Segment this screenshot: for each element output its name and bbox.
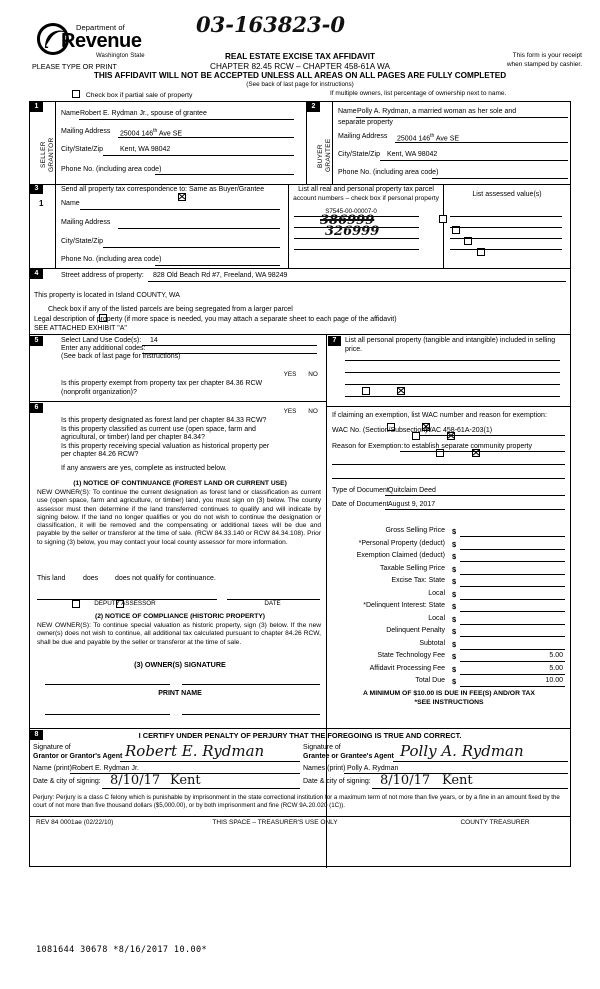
doc-date-value[interactable]: August 9, 2017 <box>388 501 436 508</box>
continuance-body: NEW OWNER(S): To continue the current designation as forest land or classification as current use (open space, farm and agriculture, or timber) land, you must sign on (3) below. The county assessor must then determine if the land transferred continues to qualify and will indicate by signing below. If the land no longer qualifies or you do not wish to continue the designation or classification, it will be removed and the compensating or additional taxes will be due and payable by the seller or transferor at the time of sale. (RCW 84.33.140 or RCW 84.34.108). Prior to signing (3) below, you may contact your local county assessor for more information. <box>37 489 321 546</box>
grantee-signature-handwritten[interactable]: Polly A. Rydman <box>400 742 524 760</box>
personal-property-line-3[interactable] <box>345 396 560 397</box>
fee-line-6[interactable] <box>460 611 565 612</box>
grantor-sig-label-1: Signature of <box>33 744 71 751</box>
exemption-top-divider <box>326 406 570 407</box>
wac-number-value[interactable]: WAC 458-61A-203(1) <box>425 427 493 434</box>
grantor-signature-line <box>120 761 300 762</box>
land-use-code-label: Select Land Use Code(s): <box>61 337 142 344</box>
county-line: This property is located in Island COUNTY, WA <box>34 292 180 299</box>
receipt-number-handwritten: 03-163823-0 <box>196 12 345 37</box>
owner-signature-line-1[interactable] <box>45 684 170 685</box>
fee-label-1: *Personal Property (deduct) <box>358 539 445 547</box>
buyer-name-value-line2[interactable]: separate property <box>338 119 393 126</box>
class-question-1: Is this property classified as current use (open space, farm and <box>61 426 256 433</box>
section-6-number: 6 <box>30 403 43 413</box>
corr-phone-label: Phone No. (including area code) <box>61 256 162 263</box>
buyer-mailing-label: Mailing Address <box>338 133 388 140</box>
receipt-note-line2: when stamped by cashier. <box>506 61 582 68</box>
perjury-note: Perjury: Perjury is a class C felony which is punishable by imprisonment in the state correctional institution for a maximum term of not more than five years, or by a fine in an amount fixed by the court of not more than five thousand dollars ($5,000.00), or by both imprisonment and fine (RCW 9A.20.020 (1C)). <box>33 794 560 809</box>
grantee-date-label: Date & city of signing: <box>303 778 371 785</box>
fee-line-9[interactable] <box>460 649 565 650</box>
see-instructions-note: *SEE INSTRUCTIONS <box>414 699 484 706</box>
section-2-number: 2 <box>307 102 320 112</box>
buyer-city-value[interactable]: Kent, WA 98042 <box>387 151 438 158</box>
county-treasurer-label: COUNTY TREASURER <box>460 819 530 826</box>
personal-property-line-2[interactable] <box>345 384 560 385</box>
seller-label-divider <box>55 102 56 184</box>
section-8-top-divider <box>30 728 570 729</box>
grantor-signature-handwritten[interactable]: Robert E. Rydman <box>125 742 265 760</box>
continuance-heading: (1) NOTICE OF CONTINUANCE (FOREST LAND OR CURRENT USE) <box>73 480 287 487</box>
send-correspondence-label: Send all property tax correspondence to: <box>61 186 188 193</box>
doc-type-label: Type of Document <box>332 487 389 494</box>
class-yes-header: YES <box>283 408 297 415</box>
fee-label-10: State Technology Fee <box>377 652 445 659</box>
partial-sale-row <box>72 90 192 99</box>
buyer-side-label-1: BUYER <box>317 144 324 168</box>
footer-divider <box>30 816 570 817</box>
owner-signature-line-2[interactable] <box>182 684 320 685</box>
land-use-instructions-note: (See back of last page for instructions) <box>61 353 181 360</box>
exempt-question-line1: Is this property exempt from property tax per chapter 84.36 RCW <box>61 380 263 387</box>
right-column-divider <box>326 334 327 868</box>
parcel-account-1[interactable]: 386999 <box>320 213 375 228</box>
grantee-city-handwritten[interactable]: Kent <box>442 773 473 788</box>
class-question-2: Is this property receiving special valuation as historical property per <box>61 443 270 450</box>
buyer-mailing-value[interactable]: 25004 146th Ave SE <box>397 133 460 143</box>
land-does-label: does <box>83 575 99 582</box>
street-address-label: Street address of property: <box>61 272 144 279</box>
grantee-sig-label-1: Signature of <box>303 744 341 751</box>
doc-date-label: Date of Document <box>332 501 389 508</box>
partial-sale-label: Check box if partial sale of property <box>85 92 193 99</box>
fee-dollar-sign-1: $ <box>452 539 457 549</box>
form-revision: REV 84 0001ae (02/22/10) <box>36 819 114 826</box>
land-use-code-value[interactable]: 14 <box>150 337 158 344</box>
seller-name-line <box>79 119 294 120</box>
certification-heading: I CERTIFY UNDER PENALTY OF PERJURY THAT THE FOREGOING IS TRUE AND CORRECT. <box>138 731 462 740</box>
parcel-header-line1: List all real and personal property tax parcel <box>298 186 434 193</box>
class-question-0: Is this property designated as forest land per chapter 84.33 RCW? <box>61 417 267 424</box>
same-as-buyer-checkbox[interactable] <box>178 193 186 201</box>
form-body-frame <box>29 101 571 867</box>
parcel-account-2[interactable]: 326999 <box>325 224 380 239</box>
fee-label-5: Local <box>428 589 445 597</box>
exempt-yes-header: YES <box>283 371 297 378</box>
exemption-extra-line-1[interactable] <box>332 478 565 479</box>
exemption-intro: If claiming an exemption, list WAC number and reason for exemption: <box>332 412 547 419</box>
class-question-1-line2: agricultural, or timber) land per chapter 84.34? <box>61 434 205 441</box>
fee-label-0: Gross Selling Price <box>385 527 445 534</box>
assessed-line-1[interactable] <box>450 227 562 228</box>
compliance-body: NEW OWNER(S): To continue special valuation as historic property, sign (3) below. If the new owner(s) does not wish to continue, all additional tax calculated pursuant to chapter 84.26 RCW, shall be due and payable by the seller or transferor at the time of sale. <box>37 622 321 646</box>
print-name-label: PRINT NAME <box>158 690 202 697</box>
buyer-phone-line[interactable] <box>432 178 568 179</box>
logo-revenue-text: Revenue <box>61 30 142 52</box>
parcel-right-divider <box>443 184 444 268</box>
section-6-top-divider <box>30 401 327 402</box>
fee-value-12[interactable]: 10.00 <box>545 677 563 684</box>
section-3-row-divider <box>55 184 56 268</box>
seller-side-label-1: SELLER <box>40 141 47 168</box>
buyer-name-label: Name <box>338 108 357 115</box>
exemption-reason-label: Reason for Exemption: <box>332 443 404 450</box>
same-as-buyer-label: Same as Buyer/Grantee <box>189 186 265 193</box>
owner-signature-heading: (3) OWNER(S) SIGNATURE <box>134 660 226 669</box>
assessed-line-0[interactable] <box>450 216 562 217</box>
parcel-account-0[interactable]: S7545-00-00007-0 <box>325 208 377 215</box>
seller-phone-label: Phone No. (including area code) <box>61 166 162 173</box>
grantee-name-value[interactable]: Polly A. Rydman <box>347 765 399 772</box>
assessed-line-3[interactable] <box>450 249 562 250</box>
street-address-value[interactable]: 828 Old Beach Rd #7, Freeland, WA 98249 <box>153 272 288 279</box>
buyer-phone-label: Phone No. (including area code) <box>338 169 439 176</box>
grantor-name-label: Name (print) <box>33 765 72 772</box>
corr-name-label: Name <box>61 200 80 207</box>
additional-codes-label: Enter any additional codes: <box>61 345 146 352</box>
exempt-no-checkbox[interactable] <box>397 387 405 395</box>
multiple-owners-note: If multiple owners, list percentage of ownership next to name. <box>330 90 507 97</box>
fee-dollar-sign-11: $ <box>452 664 457 674</box>
corr-name-line[interactable] <box>80 209 280 210</box>
section-3-number: 3 <box>30 184 43 194</box>
buyer-city-label: City/State/Zip <box>338 151 381 158</box>
parcel-line-3[interactable] <box>294 249 419 250</box>
form-title: REAL ESTATE EXCISE TAX AFFIDAVIT <box>225 52 375 61</box>
fee-line-12[interactable] <box>460 686 565 687</box>
seller-name-label: Name <box>61 110 80 117</box>
exemption-reason-value[interactable]: to establish separate community property <box>404 443 533 450</box>
compliance-heading: (2) NOTICE OF COMPLIANCE (HISTORIC PROPERTY) <box>94 613 266 620</box>
print-name-line-1[interactable] <box>45 714 170 715</box>
logo-department-text: Department of <box>76 23 125 32</box>
assessed-line-2[interactable] <box>450 238 562 239</box>
receipt-note-line1: This form is your receipt <box>512 52 582 59</box>
fee-line-5[interactable] <box>460 599 565 600</box>
doc-type-line <box>385 495 565 496</box>
seller-mailing-label: Mailing Address <box>61 128 111 135</box>
please-type-or-print-label: PLEASE TYPE OR PRINT <box>32 62 117 71</box>
print-name-line-2[interactable] <box>182 714 320 715</box>
grantee-date-handwritten[interactable]: 8/10/17 <box>380 773 431 788</box>
section-5-number: 5 <box>30 336 43 346</box>
seller-name-value[interactable]: Robert E. Rydman Jr., spouse of grantee <box>80 110 207 117</box>
fee-label-8: Delinquent Penalty <box>386 627 445 634</box>
form-instructions-note: (See back of last page for instructions) <box>246 81 354 88</box>
treasurer-stamp: 1081644 30678 *8/16/2017 10.00* <box>36 945 208 955</box>
fee-label-12: Total Due <box>415 677 445 684</box>
grantee-name-label: Names (print) <box>303 765 346 772</box>
fee-dollar-sign-10: $ <box>452 652 457 661</box>
corr-mailing-label: Mailing Address <box>61 219 111 226</box>
fee-value-11[interactable]: 5.00 <box>549 664 563 672</box>
fee-line-2[interactable] <box>460 561 565 562</box>
deputy-assessor-label: DEPUTY ASSESSOR <box>94 600 156 607</box>
fee-line-7[interactable] <box>460 624 565 625</box>
seller-city-value[interactable]: Kent, WA 98042 <box>120 146 171 153</box>
section-7-number: 7 <box>328 336 341 346</box>
fee-line-3[interactable] <box>460 574 565 575</box>
partial-sale-checkbox[interactable] <box>72 90 80 98</box>
wac-number-line <box>420 435 565 436</box>
fee-dollar-sign-12: $ <box>452 677 457 686</box>
form-notice: THIS AFFIDAVIT WILL NOT BE ACCEPTED UNLESS ALL AREAS ON ALL PAGES ARE FULLY COMPLETED <box>93 71 507 80</box>
corr-city-label: City/State/Zip <box>61 238 104 245</box>
buyer-city-line <box>380 160 568 161</box>
corr-phone-line[interactable] <box>155 265 280 266</box>
minimum-due-note: A MINIMUM OF $10.00 IS DUE IN FEE(S) AND/OR TAX <box>363 690 535 697</box>
fee-dollar-sign-9: $ <box>452 639 457 649</box>
street-address-line <box>148 281 566 282</box>
corr-mailing-line[interactable] <box>118 228 280 229</box>
buyer-label-divider <box>332 102 333 184</box>
form-subtitle: CHAPTER 82.45 RCW – CHAPTER 458-61A WA <box>210 62 390 71</box>
legal-description-value[interactable]: SEE ATTACHED EXHIBIT "A" <box>34 325 127 332</box>
grantor-name-value[interactable]: Robert E. Rydman Jr. <box>72 765 139 772</box>
fee-dollar-sign-7: $ <box>452 614 457 624</box>
exempt-no-header: NO <box>308 371 318 378</box>
seller-mailing-line <box>118 137 294 138</box>
exemption-reason-line <box>400 451 565 452</box>
seller-side-label-2: GRANTOR <box>48 137 55 172</box>
section-5-top-divider <box>30 334 570 335</box>
seller-city-label: City/State/Zip <box>61 146 104 153</box>
parcel-personal-checkbox-0[interactable] <box>439 215 447 223</box>
personal-property-header-1: List all personal property (tangible and intangible) included in selling <box>345 337 556 344</box>
doc-type-value[interactable]: Quitclaim Deed <box>388 487 436 494</box>
grantor-date-line <box>102 788 300 789</box>
class-question-2-line2: per chapter 84.26 RCW? <box>61 451 139 458</box>
corr-city-line[interactable] <box>103 247 280 248</box>
land-does-not-label: does not qualify for continuance. <box>115 575 216 582</box>
grantor-sig-label-2: Grantor or Grantor's Agent <box>33 753 123 760</box>
exempt-yes-checkbox[interactable] <box>362 387 370 395</box>
fee-line-1[interactable] <box>460 549 565 550</box>
fee-label-4: Excise Tax: State <box>391 577 445 584</box>
grantee-sig-label-2: Grantee or Grantee's Agent <box>303 753 394 760</box>
land-use-code-line <box>142 345 317 346</box>
assessed-value-header: List assessed value(s) <box>472 191 542 198</box>
grantee-signature-line <box>393 761 568 762</box>
doc-date-line <box>385 509 565 510</box>
assessor-date-label: DATE <box>264 600 281 607</box>
segregated-label: Check box if any of the listed parcels are being segregated from a larger parcel <box>48 306 293 313</box>
grantee-date-line <box>372 788 568 789</box>
treasurer-space-label: THIS SPACE – TREASURER'S USE ONLY <box>212 819 338 826</box>
fee-dollar-sign-0: $ <box>452 527 457 536</box>
fee-label-7: Local <box>428 614 445 622</box>
section-1-number: 1 <box>30 102 43 112</box>
fee-dollar-sign-5: $ <box>452 589 457 599</box>
personal-property-line-1[interactable] <box>345 372 560 373</box>
fee-dollar-sign-2: $ <box>452 552 457 561</box>
section-3-row-number: 1 <box>39 199 44 208</box>
buyer-name-line <box>356 117 568 118</box>
fee-line-11[interactable] <box>460 674 565 675</box>
class-no-header: NO <box>308 408 318 415</box>
seller-city-line <box>103 155 294 156</box>
wac-number-label: WAC No. (Section/Subsection) <box>332 427 428 434</box>
logo-state-text: Washington State <box>96 53 145 59</box>
parcel-line-2 <box>294 238 419 239</box>
exemption-extra-line-0[interactable] <box>332 464 565 465</box>
fee-label-11: Affidavit Processing Fee <box>369 664 445 672</box>
seller-phone-line[interactable] <box>155 174 294 175</box>
parcel-header-line2: account numbers – check box if personal property <box>293 195 439 202</box>
grantor-city-handwritten[interactable]: Kent <box>170 773 201 788</box>
section-4-number: 4 <box>30 269 43 279</box>
section-3-top-divider <box>30 184 570 185</box>
fee-dollar-sign-3: $ <box>452 564 457 574</box>
fee-value-10[interactable]: 5.00 <box>549 652 563 659</box>
fee-dollar-sign-6: $ <box>452 602 457 611</box>
section-8-number: 8 <box>30 730 43 740</box>
fee-line-0[interactable] <box>460 536 565 537</box>
legal-description-label: Legal description of property (if more space is needed, you may attach a separate sheet to each page of the affidavit) <box>34 316 397 323</box>
exempt-question-line2: (nonprofit organization)? <box>61 389 137 396</box>
buyer-mailing-line <box>395 142 568 143</box>
seller-buyer-divider <box>306 102 307 184</box>
this-land-label: This land <box>37 575 66 582</box>
buyer-name-value[interactable]: Polly A. Rydman, a married woman as her sole and <box>357 108 517 115</box>
fee-label-6: *Delinquent Interest: State <box>363 602 445 609</box>
buyer-side-label-2: GRANTEE <box>325 138 332 172</box>
seller-mailing-value[interactable]: 25004 146th Ave SE <box>120 128 183 138</box>
fee-line-8[interactable] <box>460 636 565 637</box>
section-4-top-divider <box>30 268 570 269</box>
class-footer-note: If any answers are yes, complete as instructed below. <box>61 465 227 472</box>
fee-label-3: Taxable Selling Price <box>380 564 445 572</box>
fee-line-4[interactable] <box>460 586 565 587</box>
personal-property-header-2: price. <box>345 346 363 353</box>
grantor-date-handwritten[interactable]: 8/10/17 <box>110 773 161 788</box>
fee-dollar-sign-8: $ <box>452 627 457 636</box>
fee-label-2: Exemption Claimed (deduct) <box>356 552 445 559</box>
grantor-date-label: Date & city of signing: <box>33 778 101 785</box>
personal-property-line-0[interactable] <box>345 360 560 361</box>
fee-line-10[interactable] <box>460 661 565 662</box>
fee-dollar-sign-4: $ <box>452 577 457 586</box>
fee-label-9: Subtotal <box>419 639 445 647</box>
